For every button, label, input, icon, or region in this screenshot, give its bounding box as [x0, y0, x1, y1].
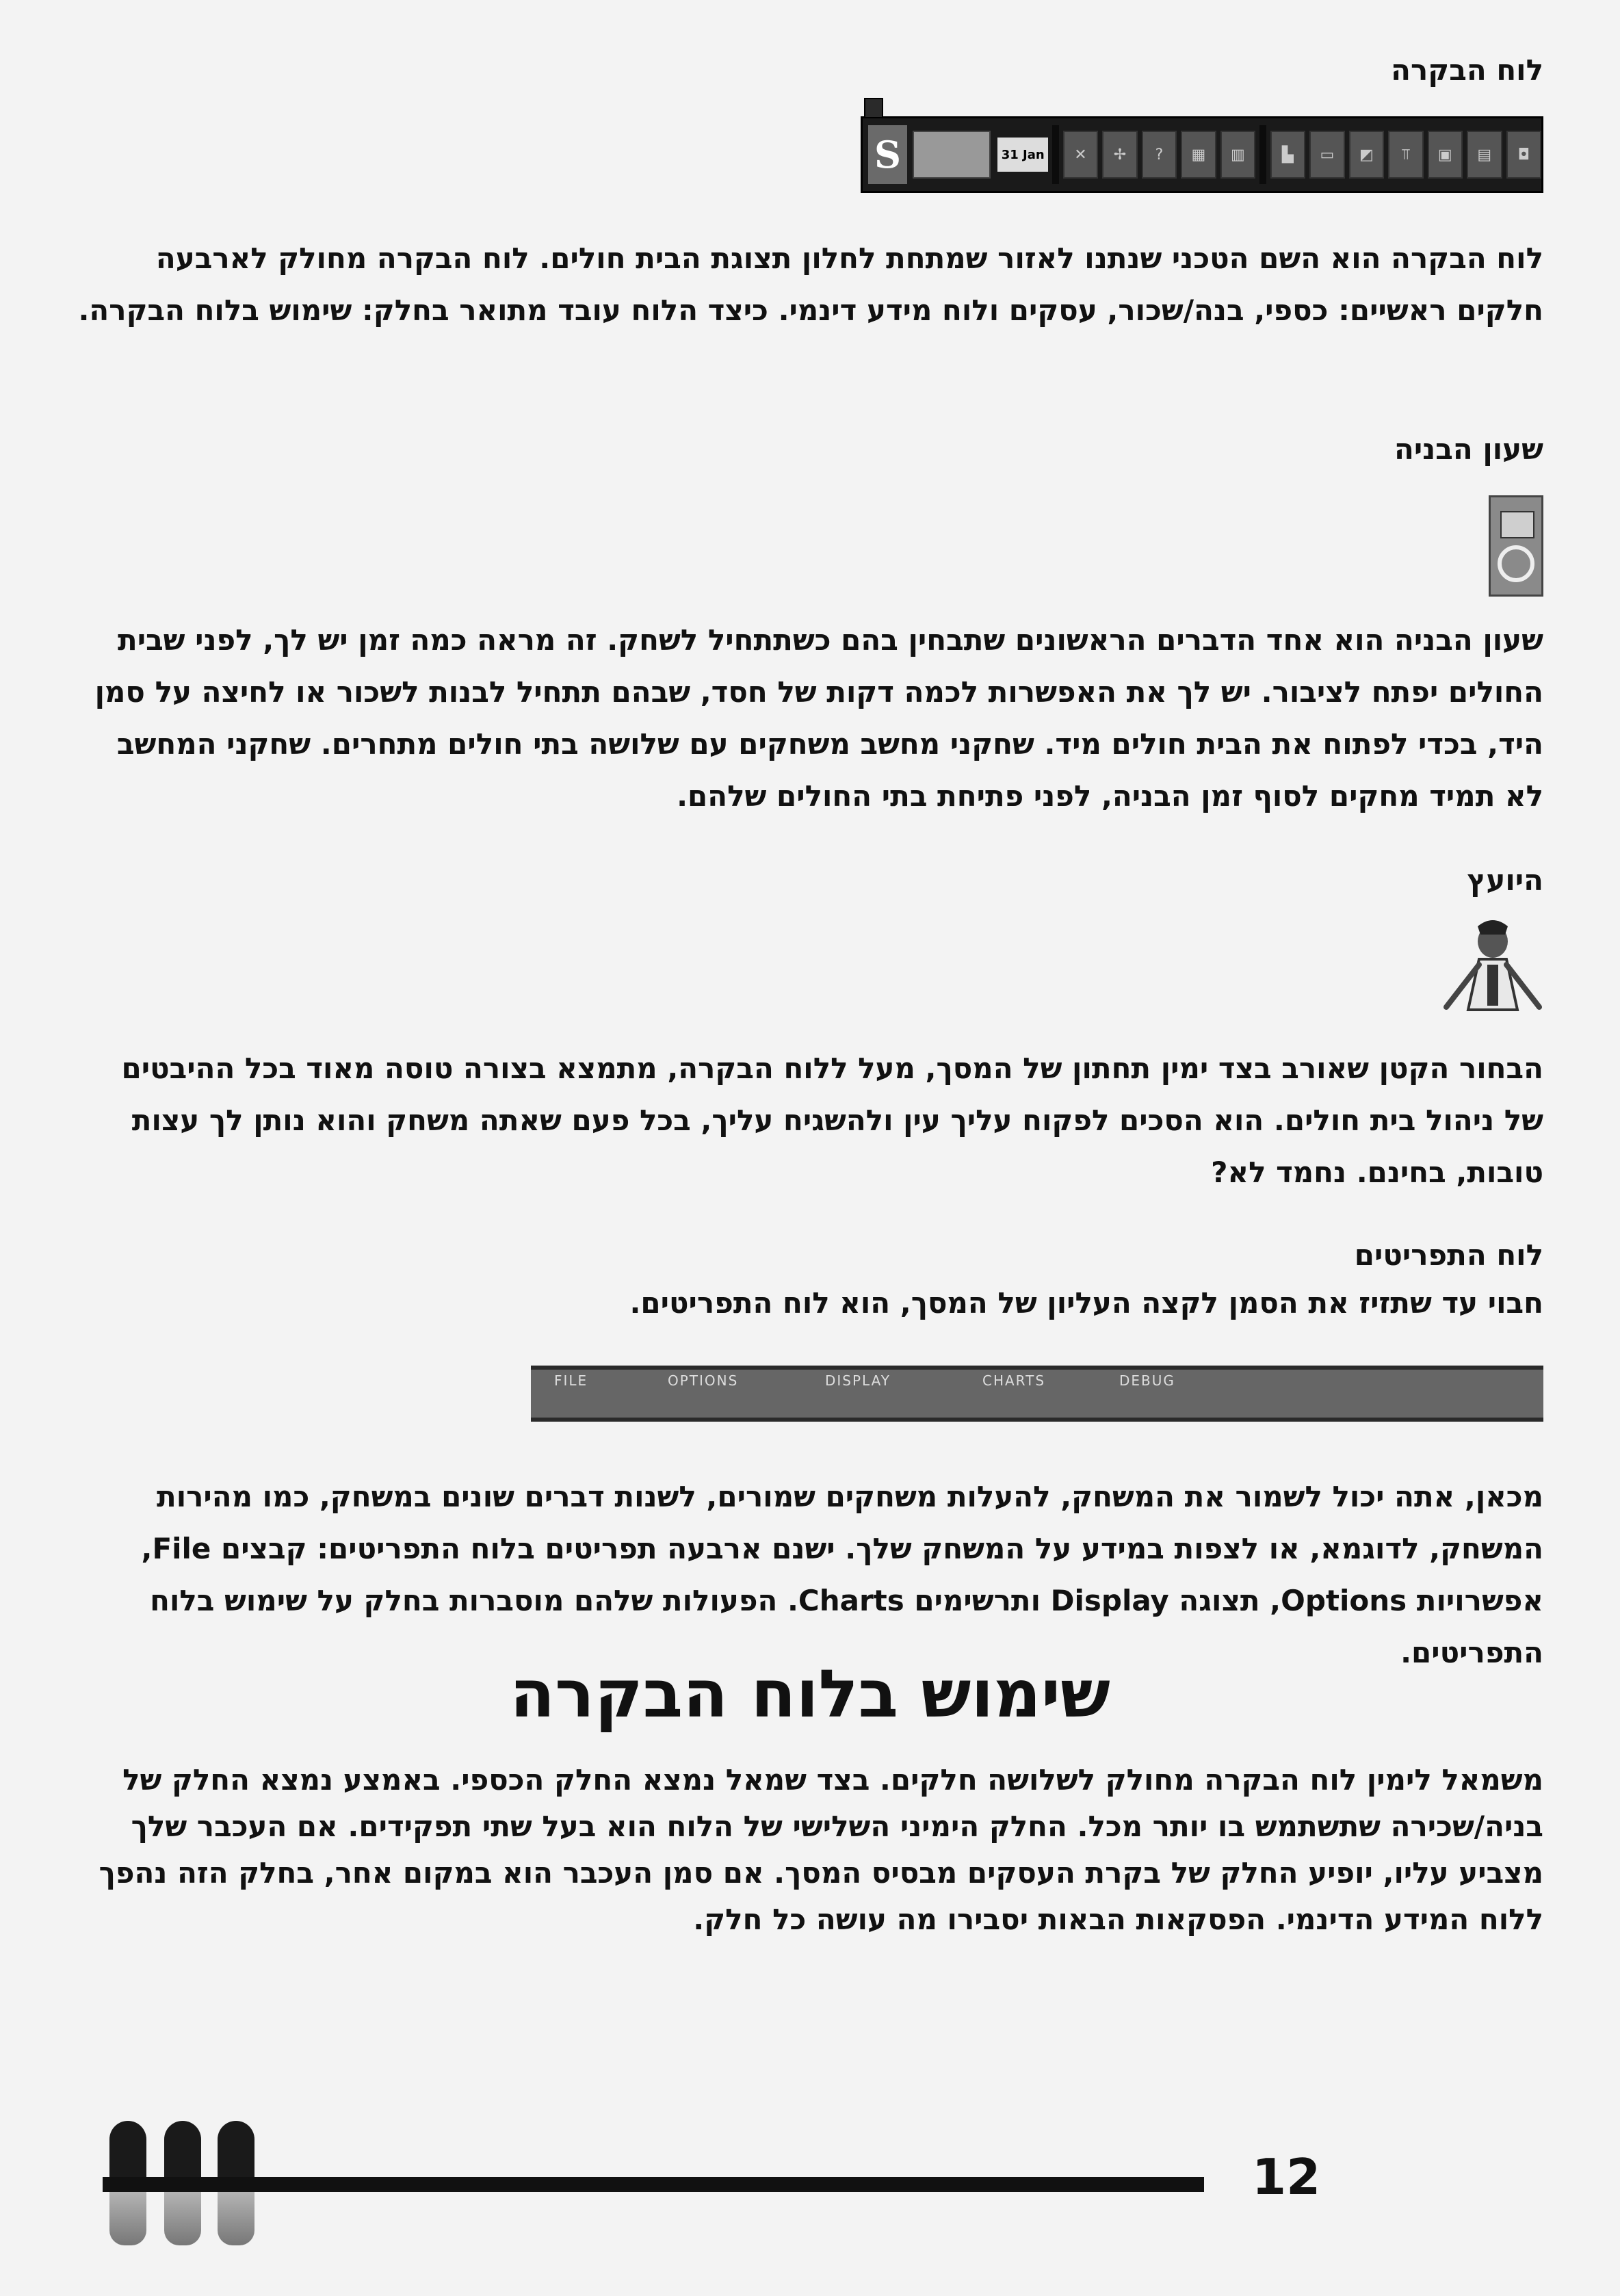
research-icon: ▭	[1309, 131, 1344, 179]
town-map-icon: ▥	[1220, 131, 1255, 179]
intro-paragraph: לוח הבקרה הוא השם הטכני שנתנו לאזור שמתחת לחלון תצוגת הבית חולים. לוח הבקרה מחולק לארבעה חלקים ראשיים: כספי, בנה/שכור, עסקים ולוח מידע דינמי. כיצד הלוח עובד מתואר בחלק: שימוש בלוח הבקרה.	[78, 242, 1543, 327]
casebook-icon: ▙	[1270, 131, 1305, 179]
control-panel-strip	[861, 116, 1543, 193]
page-number: 12	[1252, 2148, 1321, 2206]
menu-item-charts: CHARTS	[982, 1372, 1046, 1389]
s-logo-icon: S	[868, 125, 907, 184]
menu-panel-heading: לוח התפריטים	[1354, 1238, 1543, 1272]
panel-tab	[864, 98, 883, 118]
menu-bar-image	[531, 1366, 1543, 1422]
advisor-figure-icon	[1437, 917, 1543, 1013]
menu-item-display: DISPLAY	[825, 1372, 891, 1389]
build-clock-icon	[1489, 495, 1543, 597]
advisor-paragraph: הבחור הקטן שאורב בצד ימין תחתון של המסך, מעל ללוח הבקרה, מתמצא בצורה טוסה מאוד בכל ההיבטים של ניהול בית חולים. הוא הסכים לפקוח עליך עין ולהשגיח עליך, בכל פעם שאתה משחק והוא נותן לך עצות טובות, בחינם. נחמד לא?	[121, 1052, 1543, 1189]
footer-rule	[103, 2177, 1204, 2192]
build-icon: ✕	[1063, 131, 1098, 179]
panel-separator	[1052, 125, 1059, 184]
menu-paragraph: מכאן, אתה יכול לשמור את המשחק, להעלות משחקים שמורים, לשנות דברים שונים במשחק, כמו מהירות המשחק, לדוגמא, או לצפות במידע על המשחק שלך. ישנם ארבעה תפריטים בלוח התפריטים: קבצים File, אפשרויות Options, תצוגה Display ותרשימים Charts. הפעולות שלהם מוסברות בחלק על שימוש בלוח התפריטים.	[141, 1480, 1543, 1669]
menu-item-debug: DEBUG	[1119, 1372, 1175, 1389]
menu-item-options: OPTIONS	[668, 1372, 739, 1389]
charts-icon: ⫪	[1388, 131, 1423, 179]
transfers-icon: ▤	[1467, 131, 1502, 179]
staff-icon: ?	[1142, 131, 1177, 179]
furnish-icon: ✢	[1102, 131, 1137, 179]
options-icon: ◘	[1506, 131, 1541, 179]
control-panel-heading: לוח הבקרה	[1391, 53, 1543, 87]
advisor-heading: היועץ	[1467, 863, 1543, 897]
build-clock-heading: שעון הבניה	[1394, 432, 1543, 466]
menu-item-file: FILE	[554, 1372, 588, 1389]
section-paragraph: משמאל לימין לוח הבקרה מחולק לשלושה חלקים. בצד שמאל נמצא החלק הכספי. באמצע נמצא החלק של בניה/שכירה שתשתמש בו יותר מכל. החלק הימיני השלישי של הלוח הוא בעל שתי תפקידים. אם העכבר שלך מצביע עליו, יופיע החלק של בקרת העסקים מבסיס המסך. אם סמן העכבר הוא במקום אחר, בחלק הזה נהפך ללוח המידע הדינמי. הפסקאות הבאות יסבירו מה עושה כל חלק.	[99, 1763, 1543, 1936]
menu-panel-subtext: חבוי עד שתזיז את הסמן לקצה העליון של המסך, הוא לוח התפריטים.	[629, 1286, 1543, 1320]
panel-separator	[1259, 125, 1266, 184]
hire-icon: ▦	[1181, 131, 1216, 179]
policy-icon: ▣	[1428, 131, 1463, 179]
date-display: 31 Jan	[997, 138, 1048, 172]
build-clock-paragraph: שעון הבניה הוא אחד הדברים הראשונים שתבחין בהם כשתתחיל לשחק. זה מראה כמה זמן יש לך, לפני שבית החולים יפתח לציבור. יש לך את האפשרות לכמה דקות של חסד, שבהם תתחיל לבנות לשכור או לחיצה על סמן היד, בכדי לפתוח את הבית חולים מיד. שחקני מחשב משחקים עם שלושה בתי חולים מתחרים. שחקני המחשב לא תמיד מחקים לסוף זמן הבניה, לפני פתיחת בתי החולים שלהם.	[94, 623, 1543, 813]
status-icon: ◩	[1349, 131, 1384, 179]
bank-balance-meter	[913, 131, 991, 179]
section-title: שימוש בלוח הבקרה	[510, 1656, 1110, 1732]
